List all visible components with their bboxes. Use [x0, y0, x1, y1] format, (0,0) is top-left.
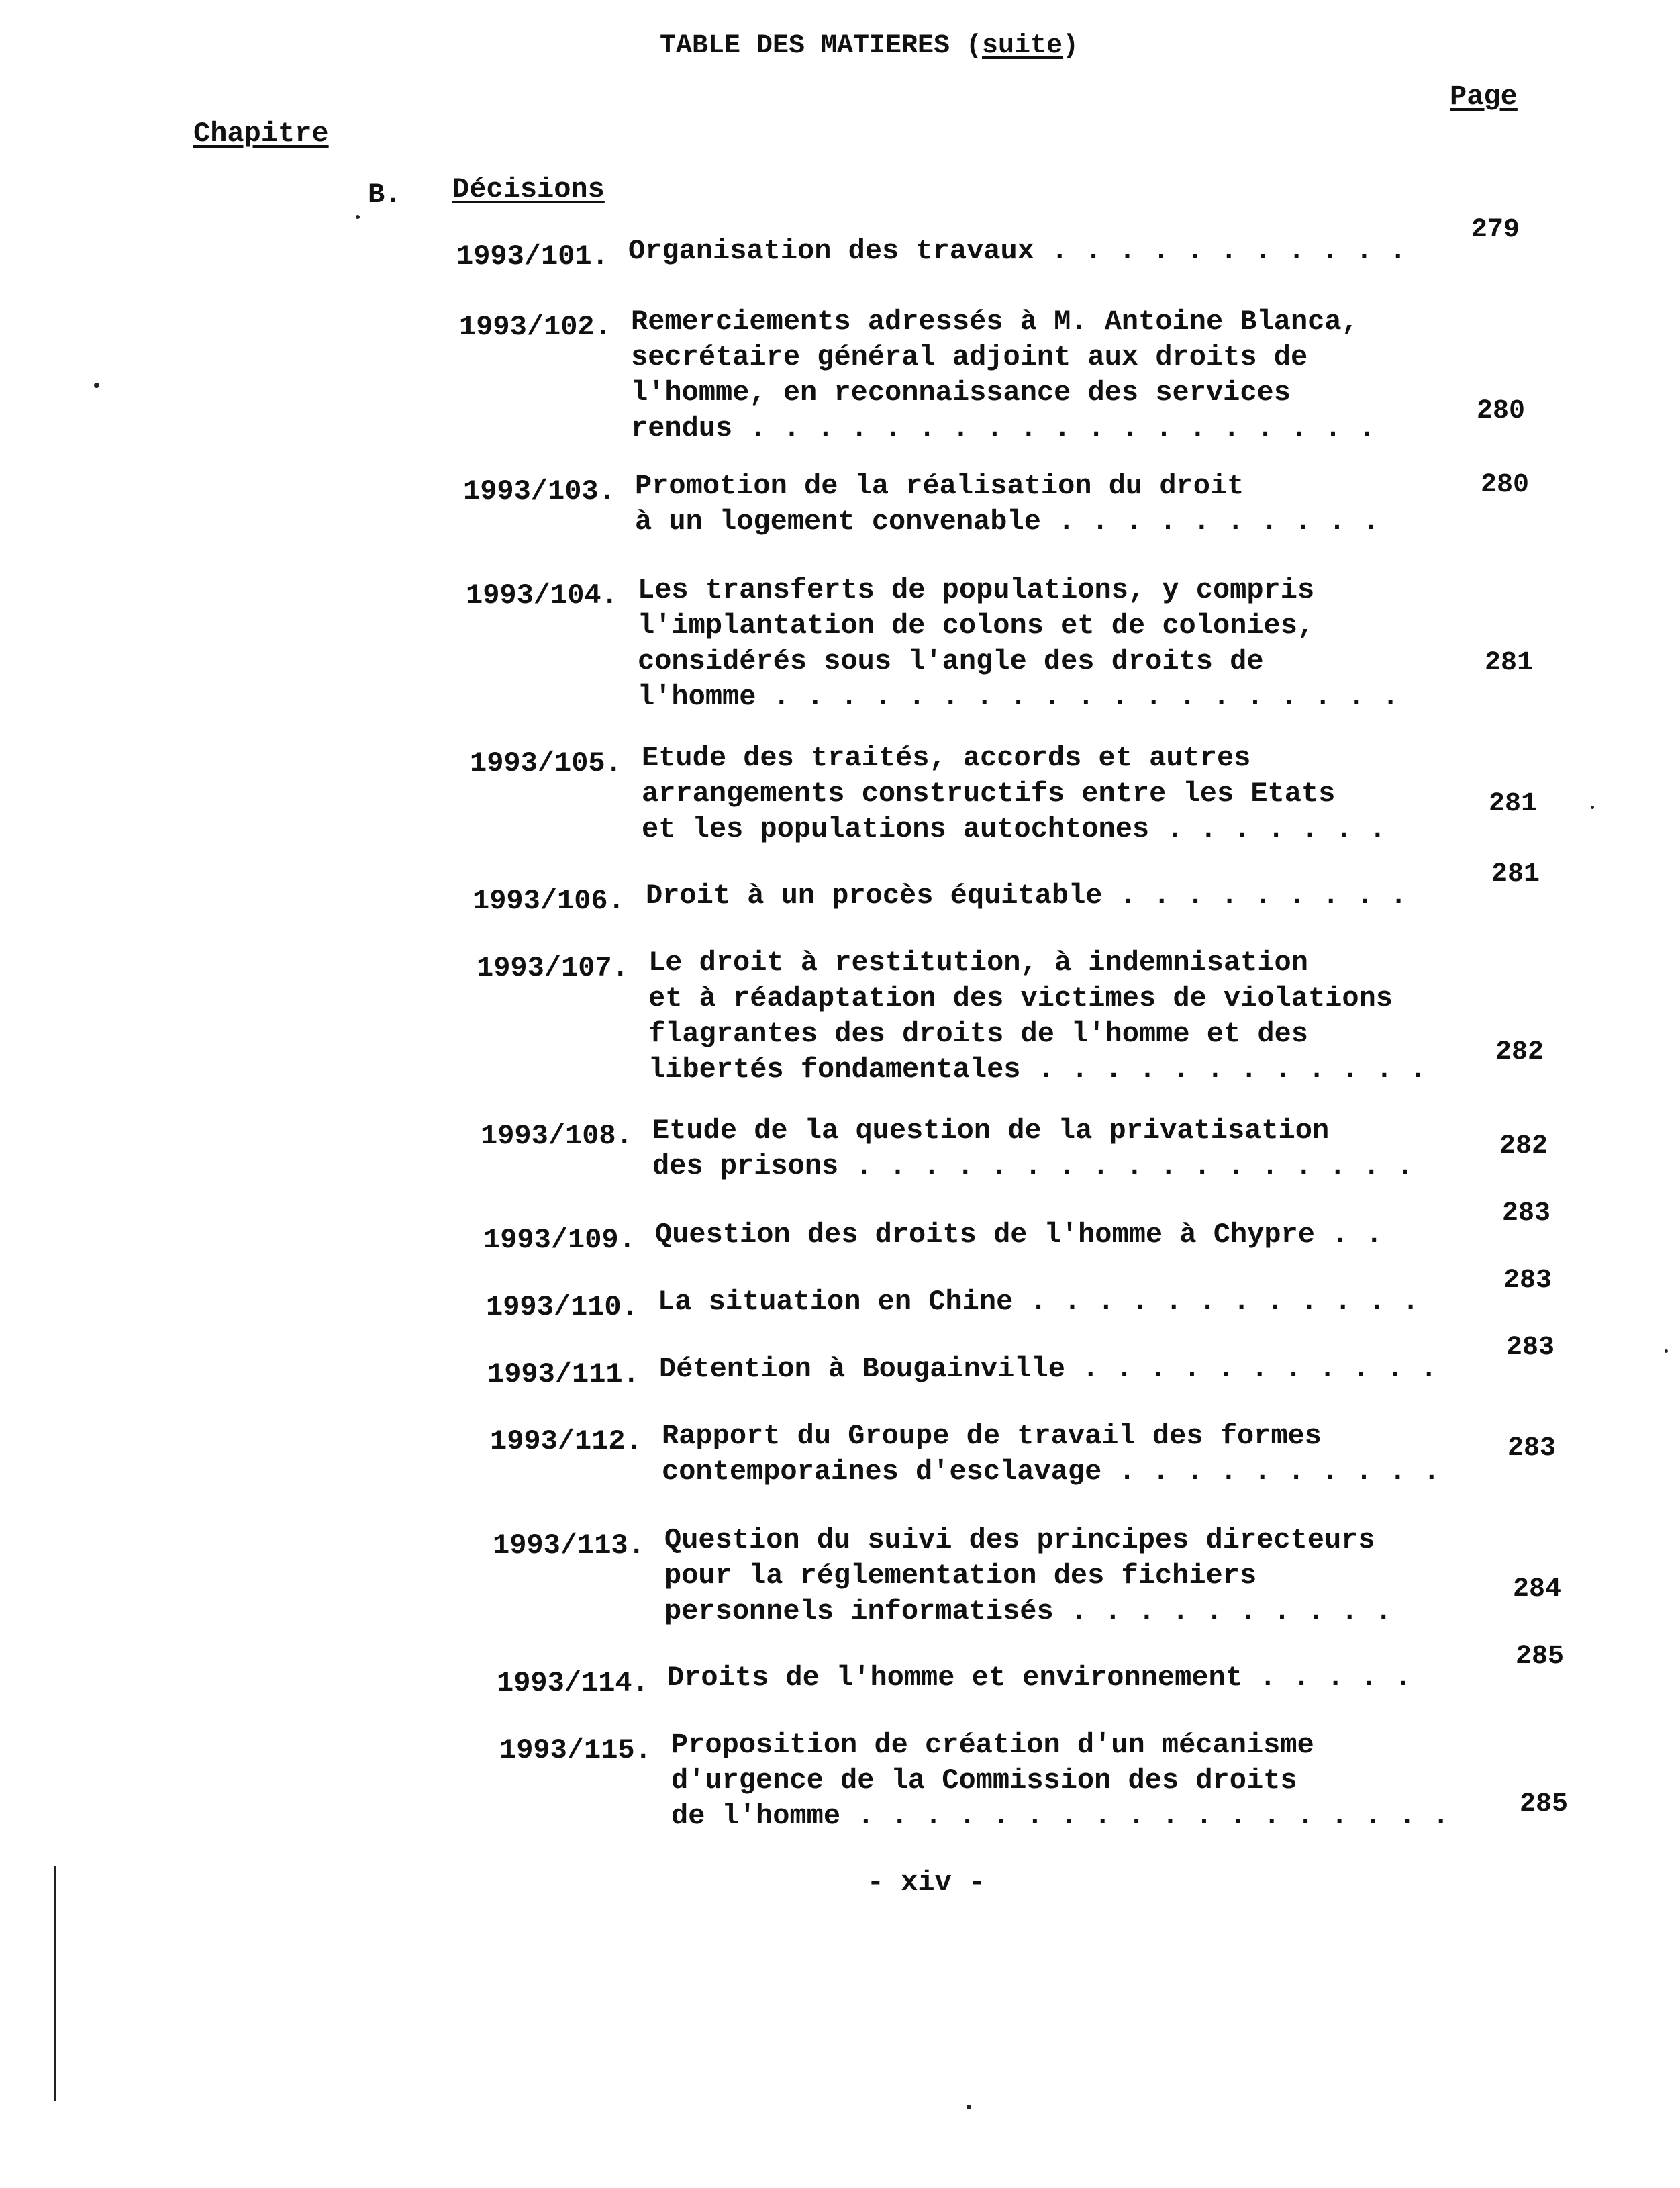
toc-entry-number: 1993/107.	[477, 952, 629, 984]
page-number: - xiv -	[867, 1866, 986, 1899]
scan-speck	[1665, 1349, 1668, 1353]
toc-entry-number: 1993/106.	[473, 885, 625, 917]
toc-entry-page: 281	[1489, 789, 1538, 819]
toc-entry-title-line: arrangements constructifs entre les Etats	[642, 777, 1336, 810]
toc-entry-title-line: pour la réglementation des fichiers	[664, 1560, 1257, 1592]
toc-entry-page: 283	[1506, 1333, 1555, 1363]
toc-entry-number: 1993/108.	[481, 1120, 633, 1152]
toc-entry-number: 1993/102.	[459, 311, 611, 343]
toc-entry-title-line: Question du suivi des principes directeurs	[664, 1524, 1375, 1556]
toc-entry-title-line: Les transferts de populations, y compris	[638, 574, 1315, 606]
scan-speck	[967, 2105, 971, 2109]
toc-entry-title-line: l'implantation de colons et de colonies,	[638, 610, 1315, 642]
toc-entry-page: 282	[1495, 1037, 1544, 1067]
toc-entry-title-line: libertés fondamentales . . . . . . . . . . . .	[648, 1053, 1427, 1086]
toc-entry-title-line: considérés sous l'angle des droits de	[638, 645, 1264, 677]
section-title: Décisions	[452, 173, 605, 205]
toc-entry-title-line: La situation en Chine . . . . . . . . . . . .	[658, 1286, 1420, 1318]
toc-entry-title-line: d'urgence de la Commission des droits	[671, 1764, 1297, 1797]
toc-entry-number: 1993/113.	[493, 1529, 645, 1562]
toc-entry-page: 279	[1471, 215, 1520, 245]
toc-entry-title-line: Etude des traités, accords et autres	[642, 742, 1251, 774]
toc-entry-title-line: et à réadaptation des victimes de violations	[648, 982, 1393, 1014]
title-suite: suite	[982, 31, 1063, 61]
toc-entry-title-line: contemporaines d'esclavage . . . . . . . . . .	[662, 1456, 1440, 1488]
title-prefix: TABLE DES MATIERES (	[659, 31, 983, 61]
toc-entry-number: 1993/115.	[499, 1734, 652, 1766]
toc-entry-number: 1993/110.	[486, 1291, 638, 1323]
toc-entry-page: 285	[1516, 1642, 1565, 1672]
toc-entry-title-line: l'homme . . . . . . . . . . . . . . . . . . .	[638, 681, 1399, 713]
toc-entry-title-line: et les populations autochtones . . . . . . .	[642, 813, 1386, 845]
section-letter: B.	[368, 179, 402, 211]
toc-entry-title-line: de l'homme . . . . . . . . . . . . . . . . . .	[671, 1800, 1450, 1832]
toc-entry-title-line: flagrantes des droits de l'homme et des	[648, 1018, 1308, 1050]
toc-entry-page: 285	[1520, 1789, 1569, 1819]
toc-entry-title-line: secrétaire général adjoint aux droits de	[631, 341, 1308, 373]
toc-entry-number: 1993/114.	[497, 1667, 649, 1699]
toc-entry-title-line: Le droit à restitution, à indemnisation	[648, 947, 1308, 979]
scan-speck	[1591, 806, 1594, 809]
toc-entry-title-line: Organisation des travaux . . . . . . . . . . .	[628, 235, 1407, 267]
toc-entry-number: 1993/111.	[487, 1358, 640, 1390]
toc-entry-page: 280	[1477, 396, 1526, 426]
toc-entry-title-line: des prisons . . . . . . . . . . . . . . . . .	[652, 1150, 1414, 1182]
toc-entry-title-line: Droits de l'homme et environnement . . . . .	[667, 1662, 1412, 1694]
scan-edge-line	[54, 1866, 56, 2101]
page-column-header: Page	[1450, 81, 1518, 113]
toc-entry-title-line: Question des droits de l'homme à Chypre . .	[655, 1219, 1383, 1251]
toc-entry-page: 283	[1502, 1198, 1551, 1229]
toc-entry-number: 1993/104.	[466, 579, 618, 612]
toc-entry-page: 282	[1499, 1131, 1548, 1161]
scan-speck	[94, 383, 99, 388]
toc-entry-title-line: rendus . . . . . . . . . . . . . . . . . . .	[631, 412, 1375, 444]
toc-entry-page: 283	[1508, 1433, 1557, 1464]
toc-entry-number: 1993/103.	[463, 475, 615, 508]
toc-entry-title-line: à un logement convenable . . . . . . . . . .	[635, 506, 1379, 538]
toc-entry-title-line: Détention à Bougainville . . . . . . . . . . .	[659, 1353, 1438, 1385]
title-suffix: )	[1063, 31, 1079, 61]
toc-title	[0, 31, 1680, 61]
toc-entry-title-line: Promotion de la réalisation du droit	[635, 470, 1244, 502]
toc-entry-title-line: Droit à un procès équitable . . . . . . . . .	[646, 879, 1407, 912]
toc-entry-page: 281	[1485, 648, 1534, 678]
scan-speck	[356, 215, 360, 219]
toc-entry-page: 283	[1503, 1266, 1552, 1296]
toc-entry-title-line: Proposition de création d'un mécanisme	[671, 1729, 1314, 1761]
toc-entry-number: 1993/112.	[490, 1425, 642, 1458]
toc-entry-title-line: Remerciements adressés à M. Antoine Blanca,	[631, 305, 1358, 338]
toc-entry-number: 1993/109.	[483, 1224, 636, 1256]
toc-entry-number: 1993/105.	[470, 747, 622, 779]
toc-entry-title-line: personnels informatisés . . . . . . . . . .	[664, 1595, 1392, 1627]
toc-entry-title-line: l'homme, en reconnaissance des services	[631, 377, 1291, 409]
toc-entry-page: 281	[1491, 859, 1540, 890]
chapter-column-header: Chapitre	[193, 117, 329, 150]
toc-entry-title-line: Etude de la question de la privatisation	[652, 1114, 1330, 1147]
toc-entry-title-line: Rapport du Groupe de travail des formes	[662, 1420, 1322, 1452]
toc-entry-page: 284	[1513, 1574, 1562, 1605]
toc-entry-page: 280	[1481, 470, 1530, 500]
toc-entry-number: 1993/101.	[456, 240, 609, 273]
